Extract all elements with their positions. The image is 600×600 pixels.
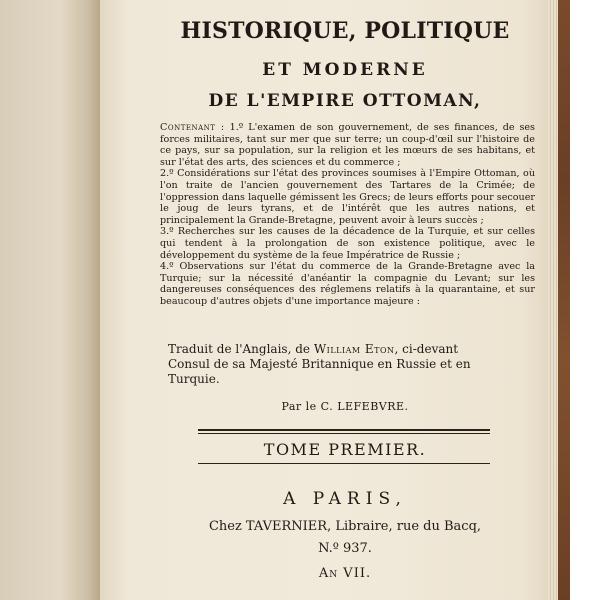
contents-item-1-text: 1.º L'examen de son gouvernement, de ses finances, de ses forces militaires, tant sur mer que sur terre; un coup-d'œil sur l'histoire de ce pays, sur sa population, sur la religion et les mœurs de ses habitans, et sur l'état des arts, des sciences et du commerce ; xyxy=(160,122,535,168)
contents-item-2: 2.º Considérations sur l'état des provinces soumises à l'Empire Ottoman, où l'on traite de l'ancien gouvernement des Tartares de la Crimée; de l'oppression dans laquelle gémissent les Grecs; de leurs efforts pour secouer le joug de leurs tyrans, et de l'intérêt que les autres nations, et principalement la Grande-Bretagne, peuvent avoir à leurs succès ; xyxy=(160,168,535,226)
contents-item-1 xyxy=(160,122,535,168)
rule-top xyxy=(198,429,490,431)
rule-bottom xyxy=(198,463,490,464)
translator-name: LEFEBVRE. xyxy=(337,400,409,413)
translation-prefix: Traduit de l'Anglais, de xyxy=(168,342,310,356)
translation-note xyxy=(168,342,503,387)
imprint-place: A PARIS, xyxy=(283,489,407,509)
contents-item-3: 3.º Recherches sur les causes de la décadence de la Turquie, et sur celles qui tendent à la prolongation de son existence politique, avec le développement du système de la feue Impératrice de Russie ; xyxy=(160,226,535,261)
contents-item-4: 4.º Observations sur l'état du commerce de la Grande-Bretagne avec la Turquie; sur la nécessité d'anéantir la compagnie du Levant; sur les dangereuses conséquences des réglemens relatifs à la quarantaine, et sur beaucoup d'autres objets d'une importance majeure : xyxy=(160,261,535,307)
translation-suffix: , ci-devant Consul de sa Majesté Britannique en Russie et en Turquie. xyxy=(168,342,471,386)
contents-lead: Contenant : xyxy=(160,122,225,133)
leather-cover xyxy=(558,0,570,600)
contents-block xyxy=(160,122,535,308)
title-line-3: DE L'EMPIRE OTTOMAN, xyxy=(208,91,482,111)
imprint-number: N.º 937. xyxy=(318,541,372,556)
rule-top-thin xyxy=(198,433,490,434)
volume-label: TOME PREMIER. xyxy=(263,440,427,459)
backdrop xyxy=(570,0,600,600)
translator-prefix: Par le C. xyxy=(281,400,334,413)
title-line-1: HISTORIQUE, POLITIQUE xyxy=(180,18,510,44)
translator-line xyxy=(150,400,540,413)
title-line-2: ET MODERNE xyxy=(262,60,428,80)
left-page-edge xyxy=(0,0,100,600)
author-name: William Eton xyxy=(313,342,395,356)
imprint-publisher: Chez TAVERNIER, Libraire, rue du Bacq, xyxy=(208,519,482,534)
imprint-year: An VII. xyxy=(318,566,372,581)
